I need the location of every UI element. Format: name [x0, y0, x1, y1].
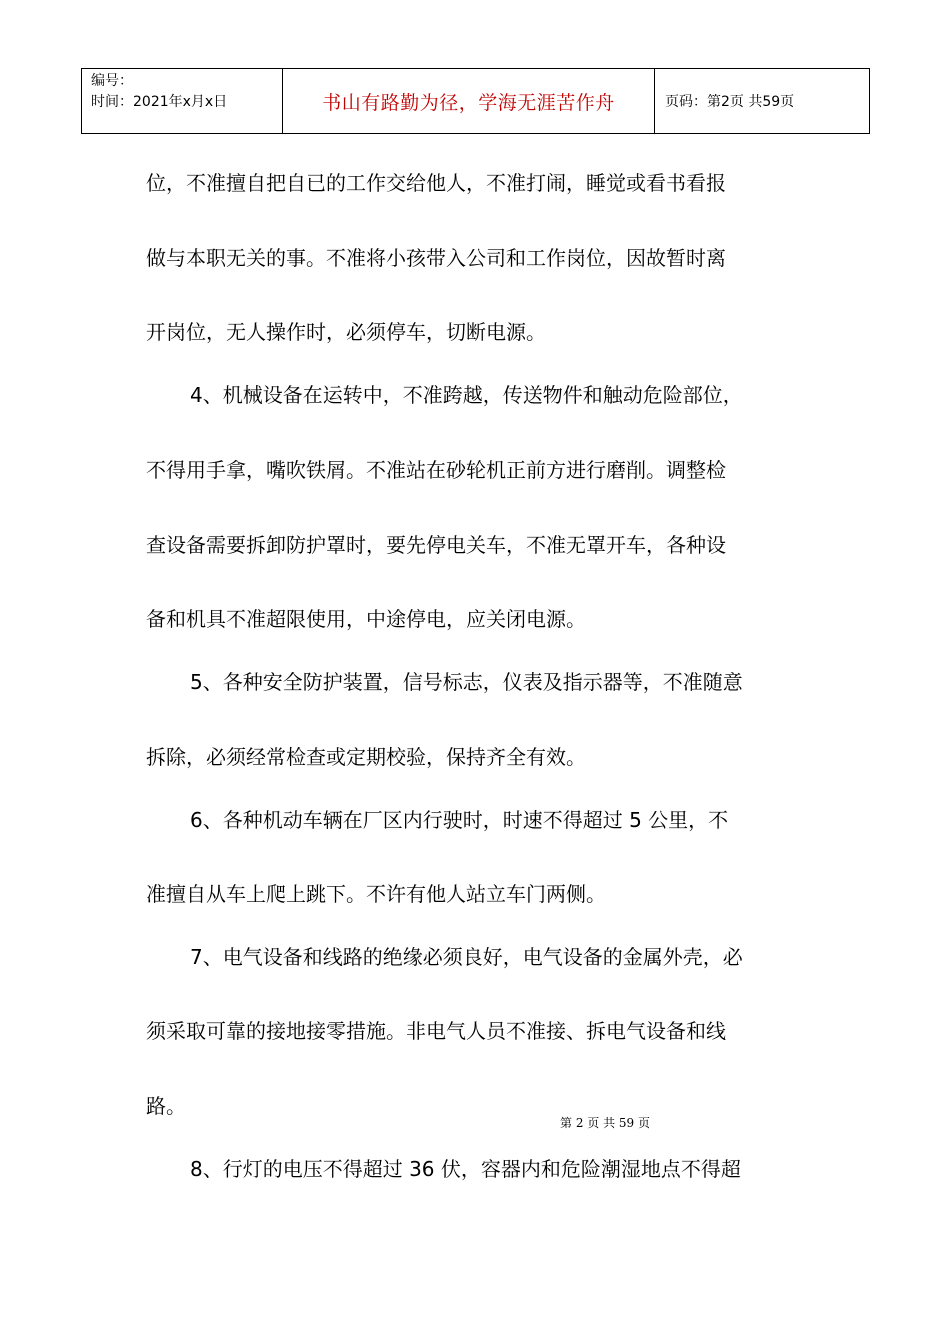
page-footer [0, 1114, 950, 1131]
page-info: 页码：第2页 共59页 [665, 94, 795, 110]
time-label: 时间：2021年x月x日 [91, 94, 228, 110]
header-motto-cell [283, 69, 655, 133]
text-line: 6、各种机动车辆在厂区内行驶时，时速不得超过 5 公里，不 [190, 808, 729, 832]
header-left-cell [82, 69, 283, 133]
text-line: 做与本职无关的事。不准将小孩带入公司和工作岗位，因故暂时离 [146, 246, 726, 270]
text-line: 4、机械设备在运转中，不准跨越，传送物件和触动危险部位， [190, 383, 743, 407]
text-line: 查设备需要拆卸防护罩时，要先停电关车，不准无罩开车，各种设 [146, 533, 726, 557]
text-line: 位，不准擅自把自已的工作交给他人，不准打闹，睡觉或看书看报 [146, 171, 726, 195]
header-page-cell [655, 69, 869, 133]
text-line: 开岗位，无人操作时，必须停车，切断电源。 [146, 320, 546, 344]
text-line: 5、各种安全防护装置，信号标志，仪表及指示器等，不准随意 [190, 670, 743, 694]
footer-page-number: 第 2 页 共 59 页 [560, 1116, 650, 1130]
text-line: 7、电气设备和线路的绝缘必须良好，电气设备的金属外壳，必 [190, 945, 743, 969]
text-line: 不得用手拿，嘴吹铁屑。不准站在砂轮机正前方进行磨削。调整检 [146, 458, 726, 482]
motto-text: 书山有路勤为径，学海无涯苦作舟 [322, 91, 615, 114]
text-line: 拆除，必须经常检查或定期校验，保持齐全有效。 [146, 745, 586, 769]
text-line: 8、行灯的电压不得超过 36 伏，容器内和危险潮湿地点不得超 [190, 1157, 741, 1181]
text-line: 路。 [146, 1094, 186, 1118]
number-label: 编号： [91, 73, 133, 89]
text-line: 备和机具不准超限使用，中途停电，应关闭电源。 [146, 607, 586, 631]
text-line: 须采取可靠的接地接零措施。非电气人员不准接、拆电气设备和线 [146, 1019, 726, 1043]
header-table [81, 68, 870, 134]
text-line: 准擅自从车上爬上跳下。不许有他人站立车门两侧。 [146, 882, 606, 906]
